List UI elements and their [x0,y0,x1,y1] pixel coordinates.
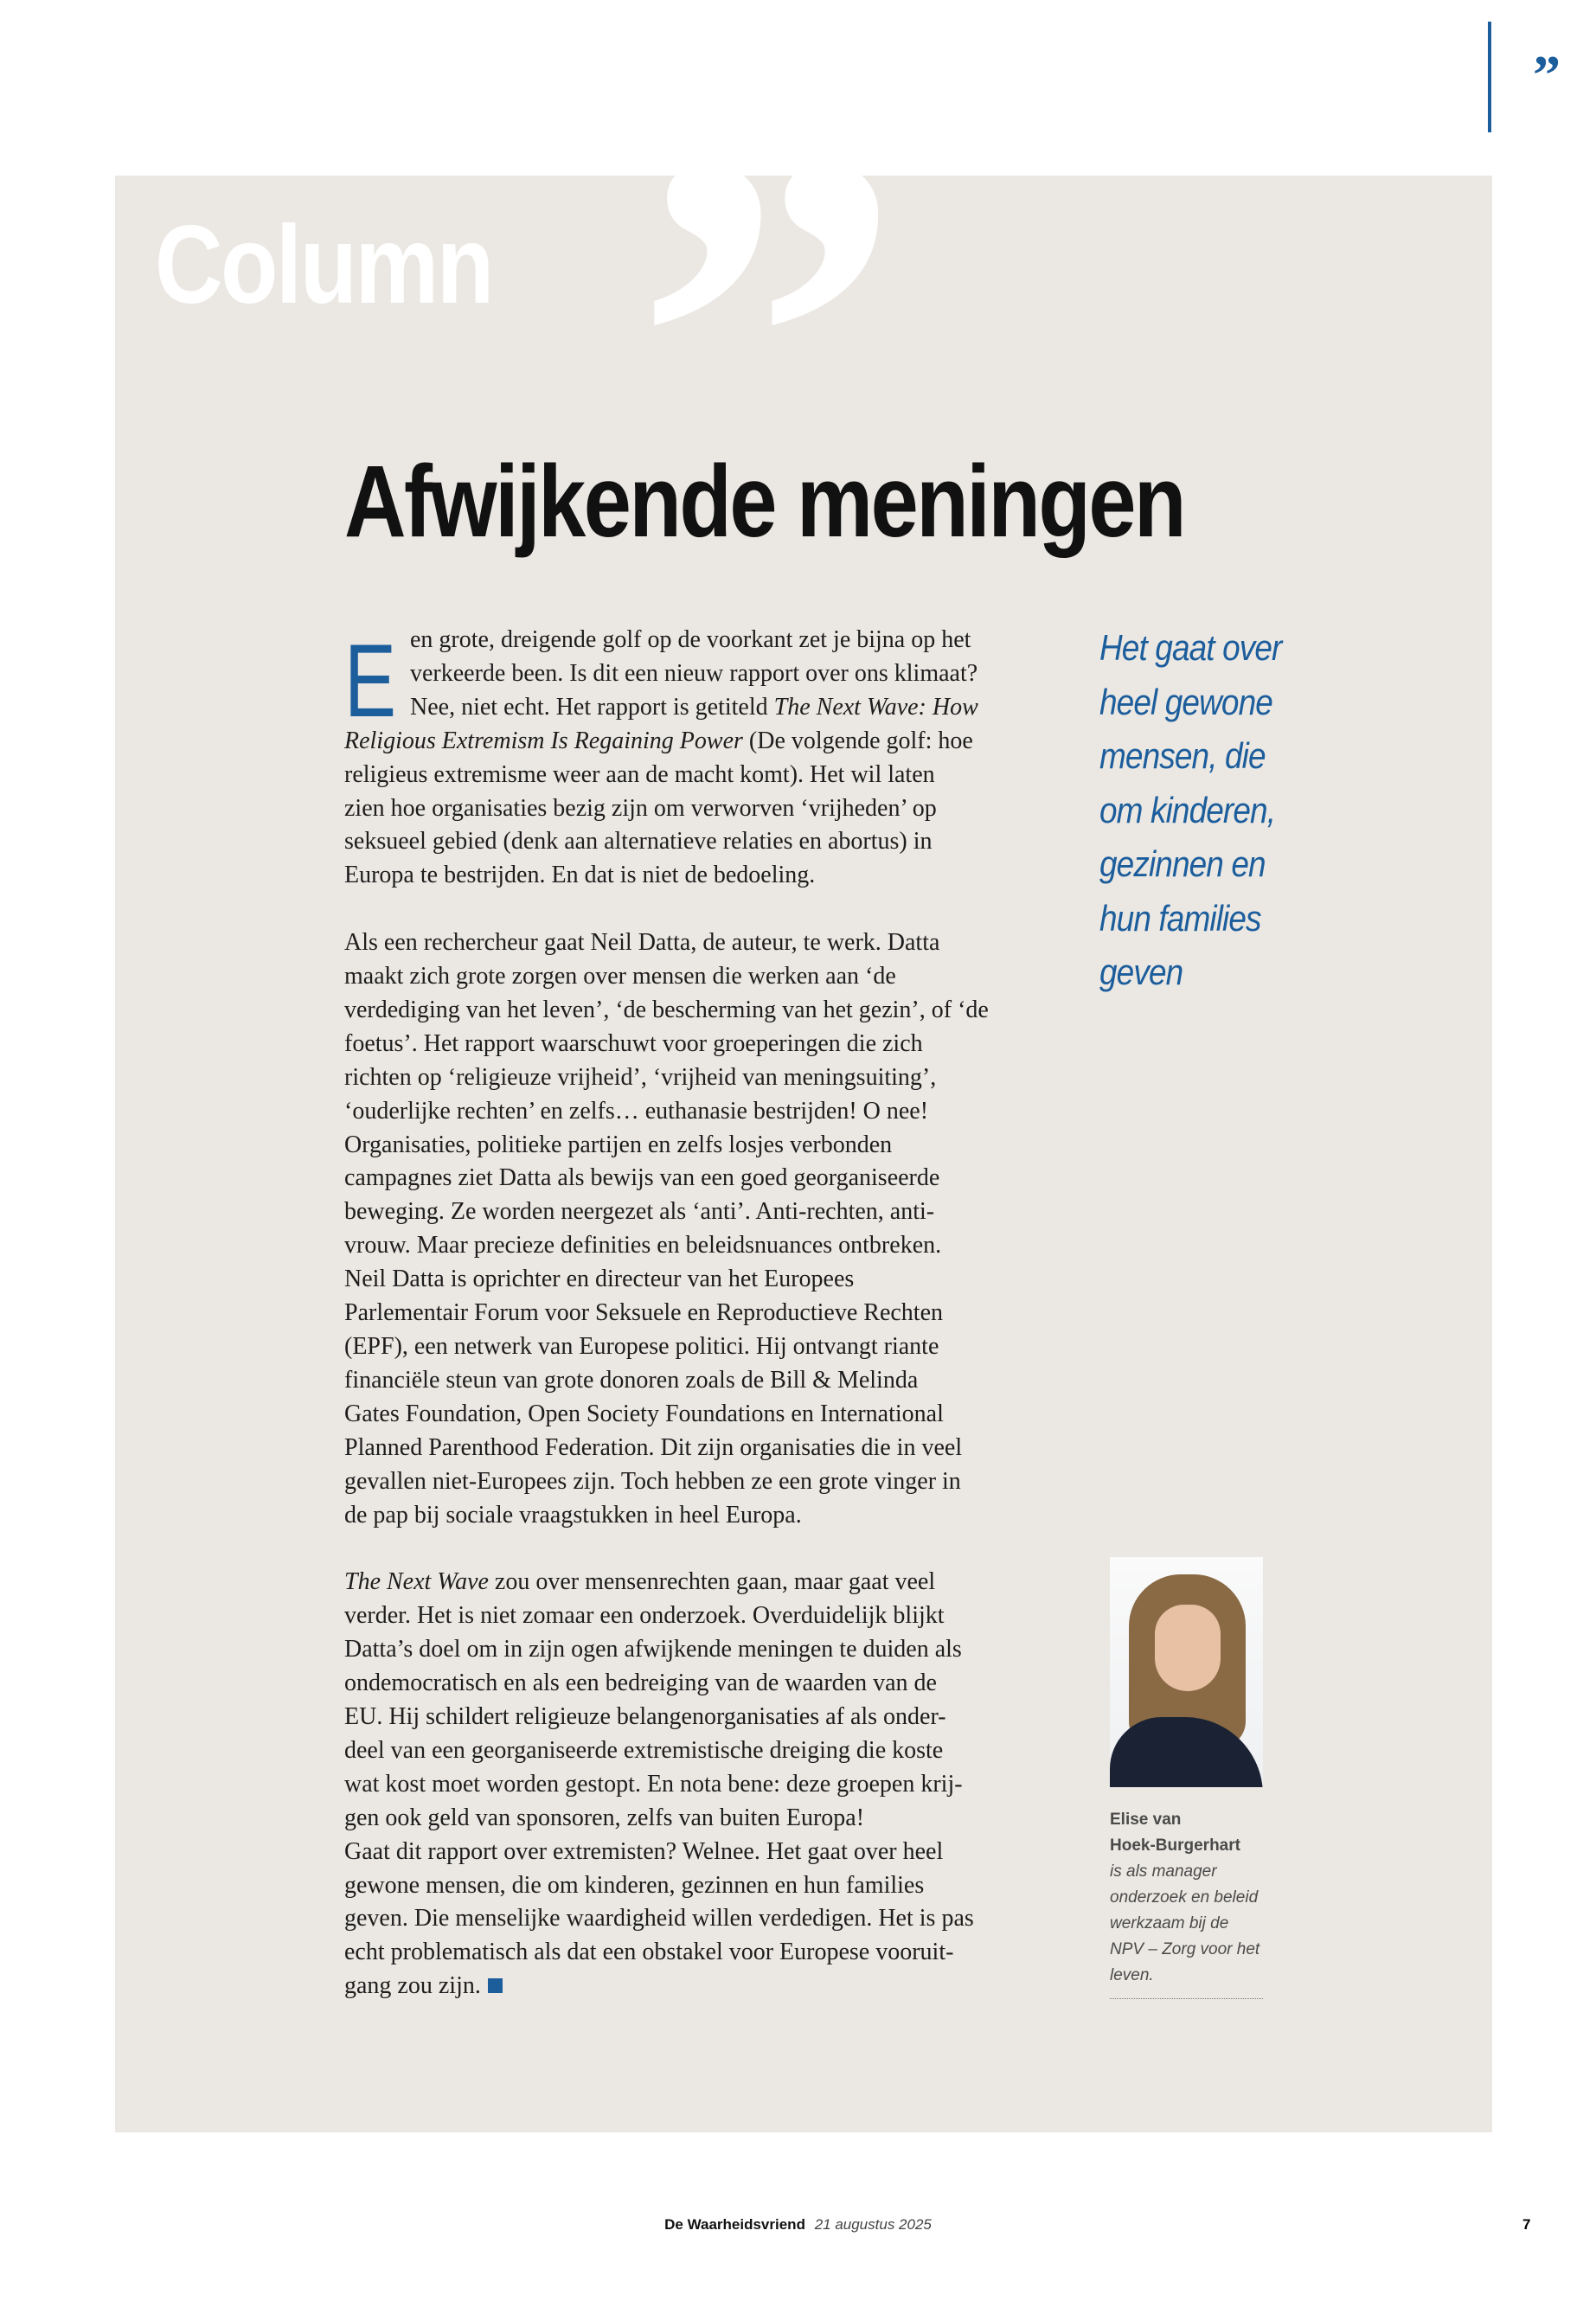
text-line [344,1701,1062,1734]
text-segment: wat kost moet worden gestopt. En nota bene: deze groepen krij- [344,1770,963,1798]
text-segment: verkeerde been. Is dit een nieuw rapport over ons klimaat? [410,659,978,687]
paragraph [344,1566,1062,2003]
text-segment: gewone mensen, die om kinderen, gezinnen en hun families [344,1871,925,1899]
text-line [344,1802,1062,1836]
text-segment: Planned Parenthood Federation. Dit zijn organisaties die in veel [344,1433,963,1461]
author-photo [1110,1557,1263,1787]
large-quote-mark-icon: ” [634,43,868,637]
text-segment: geven. Die menselijke waardigheid willen verdedigen. Het is pas [344,1905,974,1932]
text-line [344,1229,1062,1263]
text-segment: beweging. Ze worden neergezet als ‘anti’. Anti-rechten, anti- [344,1198,935,1226]
text-segment: Neil Datta is oprichter en directeur van het Europees [344,1266,855,1293]
text-line [344,1734,1062,1768]
text-segment: ondemocratisch en als een bedreiging van de waarden van de [344,1670,937,1697]
text-segment: de pap bij sociale vraagstukken in heel Europa. [344,1501,802,1529]
text-segment: ‘ouderlijke rechten’ en zelfs… euthanasie bestrijden! O nee! [344,1097,929,1125]
italic-title: The Next Wave [344,1568,489,1596]
text-segment: vrouw. Maar precieze definities en beleidsnuances ontbreken. [344,1232,942,1259]
author-bio: werkzaam bij de [1110,1914,1229,1932]
text-line [344,1028,1062,1061]
text-line [344,1599,1062,1633]
paragraph [344,926,1062,1532]
text-line [344,1465,1062,1499]
text-line [344,1195,1062,1229]
text-line [344,1633,1062,1667]
text-line [344,1667,1062,1701]
text-segment: Europa te bestrijden. En dat is niet de bedoeling. [344,862,816,889]
text-segment: echt problematisch als dat een obstakel voor Europese vooruit- [344,1939,954,1966]
italic-title: Religious Extremism Is Regaining Power [344,727,743,754]
issue-date: 21 augustus 2025 [814,2216,932,2233]
text-segment: Organisaties, politieke partijen en zelfs losjes verbonden [344,1131,893,1158]
text-segment: seksueel gebied (denk aan alternatieve relaties en abortus) in [344,828,933,856]
text-segment: Gates Foundation, Open Society Foundations en International [344,1400,944,1427]
text-segment: foetus’. Het rapport waarschuwt voor groeperingen die zich [344,1029,923,1057]
text-segment: Als een rechercheur gaat Neil Datta, de auteur, te werk. Datta [344,929,940,957]
text-line [344,926,1062,960]
text-segment: campagnes ziet Datta als bewijs van een goed georganiseerde [344,1164,940,1192]
text-segment: gang zou zijn. [344,1972,481,2000]
text-line [344,657,1062,691]
text-segment: Nee, niet echt. Het rapport is getiteld [410,693,774,721]
text-line [344,994,1062,1028]
text-line [344,624,1062,657]
text-line [344,1432,1062,1465]
text-line [344,1902,1062,1936]
author-bio: leven. [1110,1966,1154,1984]
author-bio: is als manager [1110,1862,1217,1881]
text-segment: verder. Het is niet zomaar een onderzoek. Overduidelijk blijkt [344,1602,945,1630]
text-line [344,1836,1062,1869]
end-mark-icon [488,1978,503,1993]
pull-quote [1099,621,1306,1000]
article-headline: Afwijkende meningen [344,445,1185,559]
text-line [344,1768,1062,1802]
header-rule [1488,22,1491,132]
text-segment: (De volgende golf: hoe [742,727,973,754]
author-caption [1110,1807,1274,1989]
text-segment: zou over mensenrechten gaan, maar gaat veel [488,1568,936,1596]
text-segment: financiële steun van grote donoren zoals de Bill & Melinda [344,1366,919,1394]
text-line [344,1297,1062,1330]
pull-quote-line: gezinnen en [1099,843,1266,884]
text-line [344,1936,1062,1970]
text-segment: verdediging van het leven’, ‘de bescherming van het gezin’, of ‘de [344,996,989,1023]
text-segment: maakt zich grote zorgen over mensen die werken aan ‘de [344,963,896,990]
text-line [344,792,1062,826]
text-line [344,960,1062,994]
text-segment: gevallen niet-Europees zijn. Toch hebben ze een grote vinger in [344,1467,961,1495]
text-segment: zien hoe organisaties bezig zijn om verworven ‘vrijheden’ op [344,794,937,822]
pull-quote-line: om kinderen, [1099,789,1276,830]
author-bio: NPV – Zorg voor het [1110,1940,1260,1958]
pull-quote-line: mensen, die [1099,735,1266,776]
text-segment: Gaat dit rapport over extremisten? Welnee. Het gaat over heel [344,1837,944,1865]
pull-quote-line: hun families [1099,897,1261,939]
text-segment: (EPF), een netwerk van Europese politici. Hij ontvangt riante [344,1333,939,1361]
text-segment: en grote, dreigende golf op de voorkant zet je bijna op het [410,626,971,653]
text-line [344,1095,1062,1129]
author-bio: onderzoek en beleid [1110,1888,1259,1907]
text-line [344,1398,1062,1432]
text-line [344,1869,1062,1903]
text-line [344,725,1062,759]
text-line [344,1263,1062,1297]
page-number: 7 [1522,2216,1531,2233]
text-line [344,1061,1062,1095]
text-line [344,1129,1062,1163]
paragraph [344,624,1062,893]
text-segment: richten op ‘religieuze vrijheid’, ‘vrijheid van meningsuiting’, [344,1063,937,1091]
text-segment: deel van een georganiseerde extremistische dreiging die koste [344,1736,944,1764]
article-body [344,624,1062,2037]
text-segment: religieus extremisme weer aan de macht komt). Het wil laten [344,760,935,788]
drop-cap: E [344,623,397,739]
quote-mark-icon: ” [1533,44,1561,106]
text-line [344,1162,1062,1195]
text-segment: EU. Hij schildert religieuze belangenorganisaties af als onder- [344,1702,946,1730]
text-line [344,859,1062,893]
author-name: Hoek-Burgerhart [1110,1836,1240,1855]
text-segment: Datta’s doel om in zijn ogen afwijkende meningen te duiden als [344,1636,962,1663]
italic-title: The Next Wave: How [773,693,978,721]
pull-quote-line: Het gaat over [1099,627,1282,668]
text-line [344,691,1062,725]
text-line [344,759,1062,792]
text-segment: gen ook geld van sponsoren, zelfs van buiten Europa! [344,1804,865,1831]
pull-quote-line: heel gewone [1099,681,1272,722]
page-footer [0,2216,1596,2234]
caption-divider [1110,1998,1263,1999]
text-line [344,1499,1062,1533]
pull-quote-line: geven [1099,952,1183,992]
text-line [344,825,1062,859]
text-line [344,1566,1062,1599]
section-label: Column [155,203,492,327]
text-segment: Parlementair Forum voor Seksuele en Reproductieve Rechten [344,1299,944,1327]
text-line [344,1364,1062,1398]
text-line [344,1970,1062,2003]
text-line [344,1330,1062,1364]
author-name: Elise van [1110,1811,1182,1829]
publication-name: De Waarheidsvriend [664,2216,805,2233]
column-panel [115,43,1492,2132]
